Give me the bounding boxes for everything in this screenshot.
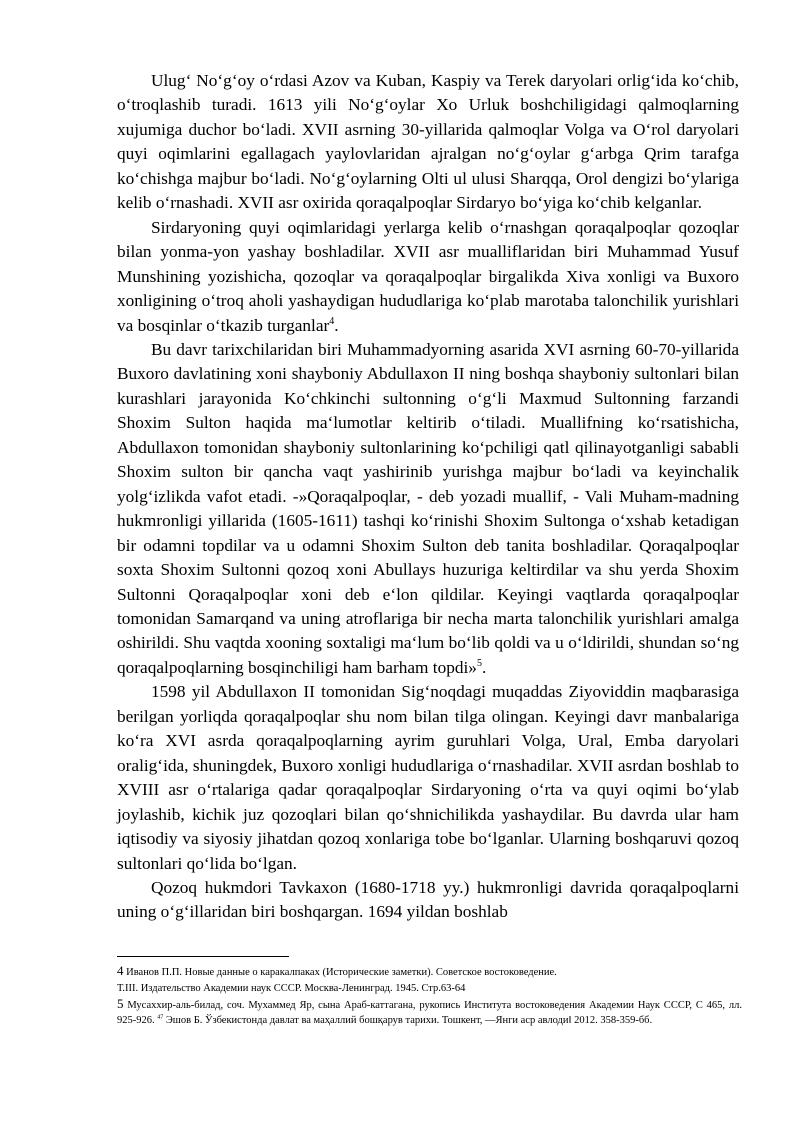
footnote-text: Иванов П.П. Новые данные о каракалпаках (Исторические заметки). Советское востоковедение. [126, 967, 557, 978]
footnote-number: 4 [117, 963, 124, 978]
footnotes [117, 964, 742, 1029]
footnote-ref-4[interactable]: 4 [329, 315, 335, 327]
footnote-4 [117, 964, 742, 981]
paragraph-text: Ulug‘ No‘g‘oy o‘rdasi Azov va Kuban, Kaspiy va Terek daryolari orlig‘ida ko‘chib, o‘troqlashib turadi. 1613 yili No‘g‘oylar Xo Urluk boshchiligidagi qalmoqlarning xujumiga duchor bo‘ladi. XVII asrning 30-yillarida qalmoqlar Volga va O‘rol daryolari quyi oqimlarini egallagach yaylovlaridan ajralgan no‘g‘oylar g‘arbga Qrim tarafga ko‘chishga majbur bo‘ladi. No‘g‘oylarning Olti ul ulusi Sharqqa, Orol dengizi bo‘ylariga kelib o‘rnashadi. XVII asr oxirida qoraqalpoqlar Sirdaryo bo‘yiga ko‘chib kelganlar. [117, 71, 739, 213]
paragraph-text: Sirdaryoning quyi oqimlaridagi yerlarga kelib o‘rnashgan qoraqalpoqlar qozoqlar bilan yonma-yon yashay boshladilar. XVII asr mualliflaridan biri Muhammad Yusuf Munshining yozishicha, qozoqlar va qoraqalpoqlar birgalikda Xiva xonligi va Buxoro xonligining o‘troq aholi yashaydigan hududlariga ko‘plab marotaba talonchilik yurishlari va bosqinlar o‘tkazib turganlar [117, 217, 739, 335]
paragraph-text: Qozoq hukmdori Tavkaxon (1680-1718 yy.) hukmronligi davrida qoraqalpoqlarni uning o‘g‘illaridan biri boshqargan. 1694 yildan boshlab [117, 877, 739, 922]
footnote-4-continuation [117, 982, 742, 997]
paragraph-text: 1598 yil Abdullaxon II tomonidan Sig‘noqdagi muqaddas Ziyoviddin maqbarasiga berilgan yorliqda qoraqalpoqlar shu nom bilan tilga olingan. Keyingi davr manbalariga ko‘ra XVI asrda qoraqalpoqlarning ayrim guruhlari Volga, Ural, Emba daryolari oralig‘ida, shuningdek, Buxoro xonligi hududlariga o‘rnashadilar. XVII asrdan boshlab to XVIII asr o‘rtalariga qadar qoraqalpoqlar Sirdaryoning o‘rta va quyi oqimi bo‘ylab joylashib, kichik juz qozoqlari bilan qo‘shnichilikda yashaydilar. Bu davrda ular ham iqtisodiy va siyosiy jihatdan qozoq xonlariga tobe bo‘lganlar. Ularning boshqaruvi qozoq sultonlari qo‘lida bo‘lgan. [117, 682, 739, 873]
paragraph-1 [117, 69, 739, 216]
footnote-text: Мусаххир-аль-билад, соч. Мухаммед Яр, сына Араб-каттагана, рукопись Института востоковедения Академии Наук СССР, С 465, лл. 925-926. [117, 1000, 743, 1026]
footnote-text: Эшов Б. Ўзбекистонда давлат ва маҳаллий бошқарув тарихи. Тошкент, ―Янги аср авлоди‖ 2012. 358-359-бб. [165, 1014, 653, 1026]
paragraph-end: . [481, 657, 487, 677]
paragraph-2 [117, 216, 739, 338]
footnote-separator [117, 956, 289, 957]
footnote-5 [117, 997, 742, 1028]
footnote-text: Т.III. Издательство Академии наук СССР. Москва-Ленинград. 1945. Стр.63-64 [117, 982, 466, 994]
paragraph-end: . [334, 315, 339, 335]
paragraph-3 [117, 338, 739, 680]
paragraph-4 [117, 680, 739, 876]
footnote-ref-5[interactable]: 5 [476, 658, 482, 670]
body-text [117, 69, 739, 925]
footnote-number: 5 [117, 996, 124, 1012]
footnote-inline-ref: 47 [157, 1014, 164, 1021]
paragraph-text: Bu davr tarixchilaridan biri Muhammadyorning asarida XVI asrning 60-70-yillarida Buxoro davlatining xoni shayboniy Abdullaxon II ning boshqa shayboniy sultonlari bilan kurashlari jarayonida Ko‘chkinchi sultonning o‘g‘li Maxmud Sultonning farzandi Shoxim Sulton haqida ma‘lumotlar keltirib o‘tiladi. Muallifning ko‘rsatishicha, Abdullaxon tomonidan shayboniy sultonlarining ko‘pchiligi qatl qilinayotganligi sababli Shoxim sulton bir qancha vaqt yashirinib yurishga majbur bo‘ladi va keyinchalik yolg‘izlikda vafot etadi. -»Qoraqalpoqlar, - deb yozadi muallif, - Vali Muham-madning hukmronligi yillarida (1605-1611) tashqi ko‘rinishi Shoxim Sultonga o‘xshab ketadigan bir odamni topdilar va u odamni Shoxim Sulton deb tanita boshladilar. Qoraqalpoqlar soxta Shoxim Sultonni qozoq xoni Abullays huzuriga keltirdilar va shu yerda Shoxim Sultonni Qoraqalpoqlar xoni deb e‘lon qildilar. Keyingi vaqtlarda qoraqalpoqlar tomonidan Samarqand va uning atroflariga bir necha marta talonchilik yurishlari amalga oshirildi. Shu vaqtda xooning soxtaligi ma‘lum bo‘lib qoldi va u o‘ldirildi, shundan so‘ng qoraqalpoqlarning bosqinchiligi ham barham topdi» [117, 339, 739, 677]
paragraph-5 [117, 876, 739, 925]
